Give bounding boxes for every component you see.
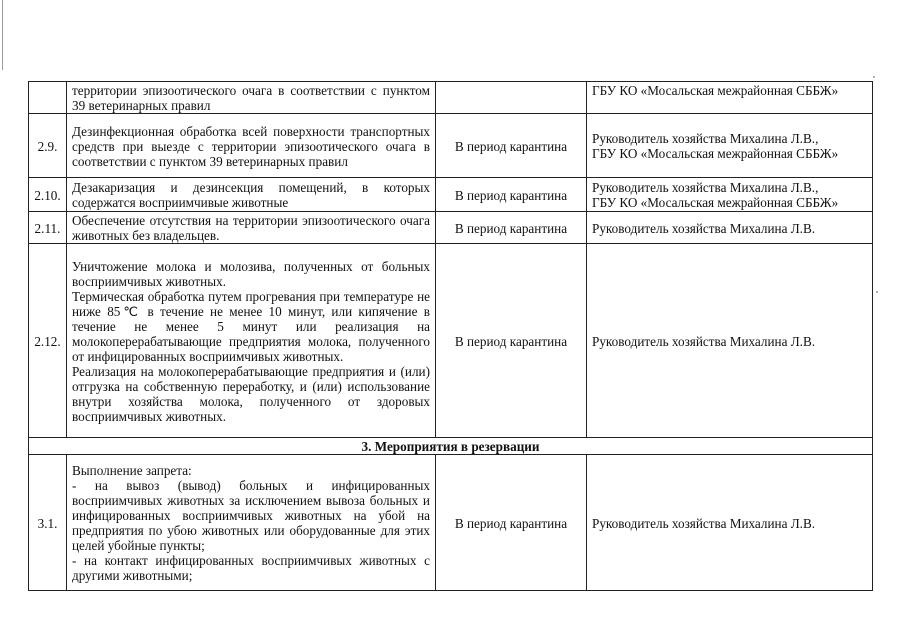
responsible-line: Руководитель хозяйства Михалина Л.В.: [592, 333, 816, 349]
responsible-line: ГБУ КО «Мосальская межрайонная СББЖ»: [592, 146, 839, 161]
measure-text: [67, 455, 436, 591]
measure-text: [67, 244, 436, 438]
measure-paragraph: Термическая обработка путем прогревания при температуре не ниже 85℃ в течение не менее 10 минут, или кипячение в течение не менее 5 минут или реализация на молокоперерабатывающие предприятия молока, полученного от инфицированных восприимчивых животных.: [72, 288, 430, 364]
measure-text: [67, 114, 436, 178]
measure-paragraph: Дезинфекционная обработка всей поверхности транспортных средств при выезде с территории эпизоотического очага в соответствии с пунктом 39 ветеринарных правил: [72, 123, 430, 169]
responsible-line: ГБУ КО «Мосальская межрайонная СББЖ»: [592, 195, 839, 210]
responsible-line: Руководитель хозяйства Михалина Л.В.,: [592, 131, 819, 146]
responsible-line: Руководитель хозяйства Михалина Л.В.: [592, 220, 816, 236]
measure-paragraph: - на вывоз (вывод) больных и инфицированных восприимчивых животных за исключением вывоза больных и инфицированных восприимчивых животных на убой на предприятия по убою животных или оборудованные для этих целей убойные пункты;: [72, 478, 430, 553]
table-row: [29, 244, 873, 438]
responsible-cell: [587, 244, 873, 438]
table-row: [29, 178, 873, 212]
table-row: [29, 212, 873, 244]
responsible-cell: [587, 82, 873, 114]
scan-speck: [873, 76, 875, 78]
scan-edge-line: [2, 0, 3, 70]
row-number: 2.11.: [29, 212, 67, 244]
measure-paragraph: Обеспечение отсутствия на территории эпизоотического очага животных без владельцев.: [72, 213, 430, 243]
measure-paragraph: - на контакт инфицированных восприимчивых животных с другими животными;: [72, 553, 430, 583]
period-cell: В период карантина: [436, 455, 587, 591]
responsible-cell: [587, 212, 873, 244]
row-number: 2.10.: [29, 178, 67, 212]
measure-text: [67, 178, 436, 212]
table-row: [29, 82, 873, 114]
period-cell: В период карантина: [436, 178, 587, 212]
period-cell: В период карантина: [436, 212, 587, 244]
responsible-line: Руководитель хозяйства Михалина Л.В.: [592, 515, 816, 531]
section-title: 3. Мероприятия в резервации: [29, 438, 873, 455]
table-row: [29, 114, 873, 178]
period-cell: В период карантина: [436, 244, 587, 438]
row-number: 3.1.: [29, 455, 67, 591]
scan-speck: [876, 291, 878, 293]
row-number: [29, 82, 67, 114]
measure-paragraph: Выполнение запрета:: [72, 463, 192, 478]
measure-paragraph: территории эпизоотического очага в соответствии с пунктом 39 ветеринарных правил: [72, 83, 430, 113]
table-row: [29, 455, 873, 591]
measure-paragraph: Уничтожение молока и молозива, полученных от больных восприимчивых животных.: [72, 258, 430, 289]
period-cell: В период карантина: [436, 114, 587, 178]
row-number: 2.9.: [29, 114, 67, 178]
section-header-row: [29, 438, 873, 455]
measure-paragraph: Реализация на молокоперерабатывающие предприятия и (или) отгрузка на собственную переработку, и (или) использование внутри хозяйства молока, полученного от здоровых восприимчивых животных.: [72, 363, 430, 424]
row-number: 2.12.: [29, 244, 67, 438]
responsible-cell: [587, 455, 873, 591]
measure-paragraph: Дезакаризация и дезинсекция помещений, в которых содержатся восприимчивые животные: [72, 180, 430, 210]
measure-text: [67, 82, 436, 114]
measure-text: [67, 212, 436, 244]
period-cell: [436, 82, 587, 114]
responsible-line: Руководитель хозяйства Михалина Л.В.,: [592, 180, 819, 195]
responsible-cell: [587, 178, 873, 212]
measures-table: [28, 81, 873, 591]
responsible-line: ГБУ КО «Мосальская межрайонная СББЖ»: [592, 83, 839, 98]
responsible-cell: [587, 114, 873, 178]
